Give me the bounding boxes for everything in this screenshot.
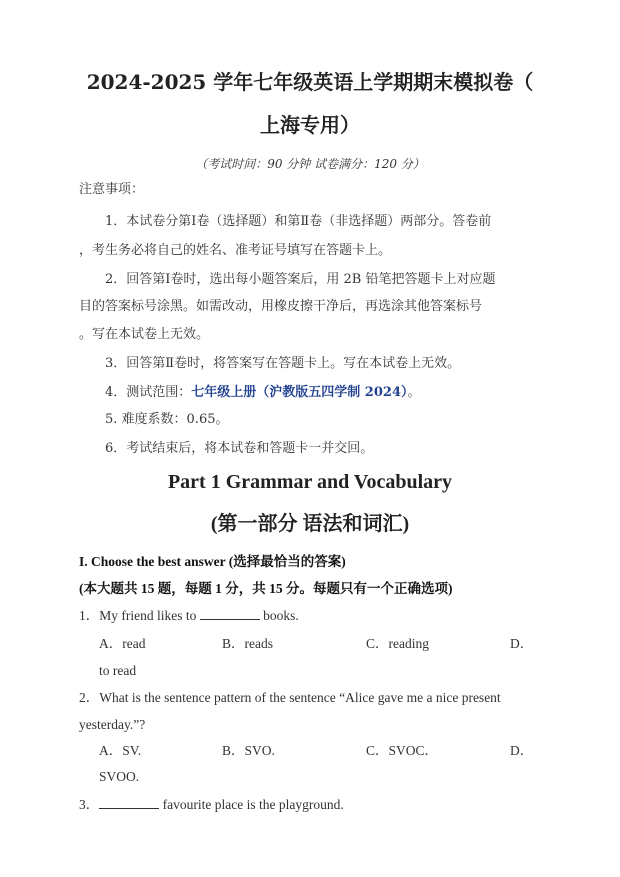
note-item-4 bbox=[105, 384, 421, 402]
exam-title-line2: 上海专用） bbox=[260, 113, 360, 137]
q1-option-d-text: to read bbox=[99, 663, 137, 678]
note-item-1-line2: ，考生务必将自己的姓名、准考证号填写在答题卡上。 bbox=[79, 243, 392, 258]
question-1 bbox=[79, 607, 299, 625]
section-heading: I. Choose the best answer (选择最恰当的答案) bbox=[79, 554, 346, 569]
part-title: Part 1 Grammar and Vocabulary bbox=[167, 471, 453, 493]
q2-option-c: C．SVOC． bbox=[366, 743, 439, 758]
note-item-4-suffix: 。 bbox=[407, 385, 421, 400]
q2-option-a: A．SV. bbox=[99, 743, 142, 758]
note-item-2-line3: 。写在本试卷上无效。 bbox=[79, 327, 210, 342]
note-item-6: 6．考试结束后，将本试卷和答题卡一并交回。 bbox=[105, 441, 374, 456]
test-scope: 七年级上册（沪教版五四学制 2024） bbox=[191, 385, 408, 400]
answer-blank bbox=[99, 796, 159, 809]
question-2-line2: yesterday.”? bbox=[79, 717, 146, 732]
answer-blank bbox=[200, 607, 260, 620]
q1-option-a: A．read bbox=[99, 636, 146, 651]
q2-option-d: D． bbox=[510, 743, 534, 758]
part-subtitle: (第一部分 语法和词汇) bbox=[210, 513, 410, 535]
note-item-2-line2: 目的答案标号涂黑。如需改动，用橡皮擦干净后，再选涂其他答案标号 bbox=[79, 299, 483, 314]
note-item-2-line1: 2．回答第Ⅰ卷时，选出每小题答案后，用 2B 铅笔把答题卡上对应题 bbox=[105, 272, 496, 287]
q2-option-b: B．SVO. bbox=[222, 743, 275, 758]
question-2-line1: 2．What is the sentence pattern of the sentence “Alice gave me a nice present bbox=[79, 690, 501, 705]
note-item-4-prefix: 4．测试范围： bbox=[105, 385, 192, 400]
note-item-3: 3．回答第Ⅱ卷时，将答案写在答题卡上。写在本试卷上无效。 bbox=[105, 356, 461, 371]
q1-option-b: B．reads bbox=[222, 636, 273, 651]
exam-info: （考试时间：90 分钟 试卷满分：120 分） bbox=[195, 157, 425, 171]
q1-option-c: C．reading bbox=[366, 636, 429, 651]
question-3-suffix: favourite place is the playground. bbox=[159, 797, 344, 812]
note-item-1-line1: 1．本试卷分第Ⅰ卷（选择题）和第Ⅱ卷（非选择题）两部分。答卷前 bbox=[105, 214, 492, 229]
question-3 bbox=[79, 796, 344, 814]
q2-option-d-text: SVOO. bbox=[99, 769, 140, 784]
notes-heading: 注意事项： bbox=[79, 182, 145, 197]
question-3-prefix: 3． bbox=[79, 797, 100, 812]
section-instructions: (本大题共 15 题，每题 1 分，共 15 分。每题只有一个正确选项) bbox=[79, 581, 453, 596]
q1-option-d: D． bbox=[510, 636, 534, 651]
note-item-5: 5. 难度系数：0.65。 bbox=[105, 412, 229, 427]
question-1-prefix: 1．My friend likes to bbox=[79, 608, 200, 623]
question-1-suffix: books. bbox=[259, 608, 299, 623]
exam-title-line1: 2024-2025 学年七年级英语上学期期末模拟卷（ bbox=[86, 70, 534, 94]
